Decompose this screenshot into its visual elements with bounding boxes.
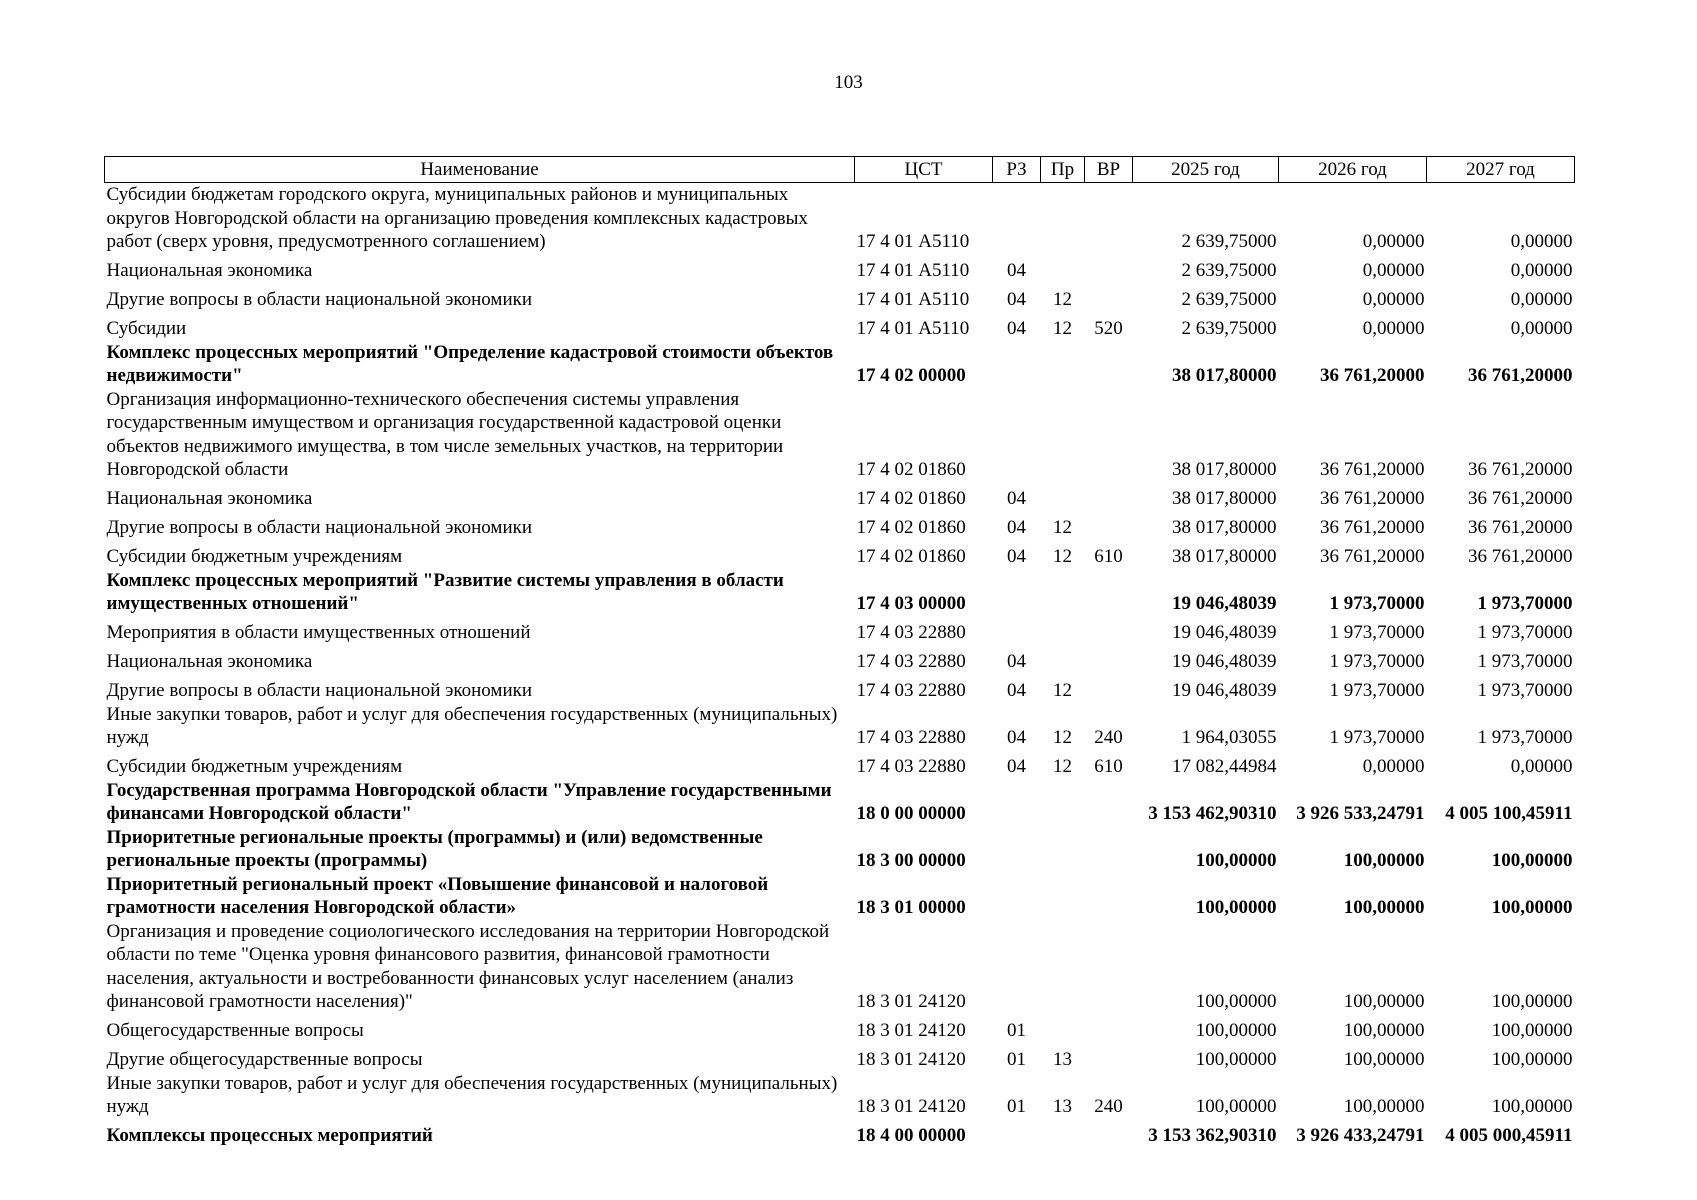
table-row — [105, 645, 1575, 674]
row-2025: 1 964,03055 — [1181, 727, 1277, 748]
row-rz: 04 — [1007, 517, 1026, 538]
header-rz: РЗ — [993, 157, 1041, 183]
row-2026: 100,00000 — [1343, 1020, 1425, 1041]
header-2027: 2027 год — [1427, 157, 1575, 183]
row-cst: 18 3 01 24120 — [856, 1096, 966, 1117]
row-cst: 18 0 00 00000 — [856, 803, 966, 824]
row-2025: 3 153 362,90310 — [1148, 1125, 1277, 1146]
row-2025: 38 017,80000 — [1172, 488, 1277, 509]
row-rz: 04 — [1007, 260, 1026, 281]
row-2026: 36 761,20000 — [1320, 517, 1425, 538]
row-name: Субсидии бюджетным учреждениям — [106, 546, 403, 567]
row-2026: 1 973,70000 — [1329, 622, 1425, 643]
row-pr: 12 — [1053, 318, 1072, 339]
row-rz — [993, 616, 1041, 645]
row-2027: 100,00000 — [1491, 897, 1573, 918]
row-rz: 04 — [1007, 680, 1026, 701]
row-2026: 3 926 533,24791 — [1296, 803, 1425, 824]
row-pr: 12 — [1053, 546, 1072, 567]
row-cst: 17 4 02 01860 — [856, 546, 966, 567]
row-2026: 0,00000 — [1362, 231, 1425, 252]
row-vr: 520 — [1094, 318, 1123, 339]
row-2025: 3 153 462,90310 — [1148, 803, 1277, 824]
row-2025: 38 017,80000 — [1172, 459, 1277, 480]
row-cst: 18 3 01 24120 — [856, 1020, 966, 1041]
row-pr: 12 — [1053, 727, 1072, 748]
row-2027: 100,00000 — [1491, 850, 1573, 871]
row-cst: 17 4 01 А5110 — [856, 318, 970, 339]
row-rz: 04 — [1007, 651, 1026, 672]
row-cst: 17 4 01 А5110 — [856, 289, 970, 310]
row-2026: 0,00000 — [1362, 318, 1425, 339]
table-row — [105, 1072, 1575, 1119]
row-pr: 13 — [1053, 1096, 1072, 1117]
row-cst: 17 4 03 00000 — [856, 593, 966, 614]
row-pr: 12 — [1053, 680, 1072, 701]
row-name: Другие вопросы в области национальной экономики — [106, 680, 533, 701]
row-cst: 18 3 01 00000 — [856, 897, 966, 918]
row-rz — [993, 779, 1041, 826]
row-2025: 100,00000 — [1195, 850, 1277, 871]
row-cst: 18 4 00 00000 — [856, 1125, 966, 1146]
row-rz: 01 — [1007, 1096, 1026, 1117]
row-cst: 17 4 03 22880 — [856, 756, 966, 777]
row-name: Комплекс процессных мероприятий "Развитие системы управления в области имущественных отношений" — [106, 569, 784, 614]
row-rz: 04 — [1007, 727, 1026, 748]
table-row — [105, 341, 1575, 388]
row-vr — [1085, 283, 1133, 312]
row-rz: 01 — [1007, 1020, 1026, 1041]
row-2025: 100,00000 — [1195, 1049, 1277, 1070]
row-2027: 36 761,20000 — [1468, 488, 1573, 509]
table-row — [105, 1043, 1575, 1072]
header-pr: Пр — [1041, 157, 1085, 183]
row-pr — [1041, 569, 1085, 616]
row-2027: 1 973,70000 — [1477, 680, 1573, 701]
row-vr: 240 — [1094, 727, 1123, 748]
table-row — [105, 703, 1575, 750]
row-pr — [1041, 616, 1085, 645]
row-2026: 1 973,70000 — [1329, 593, 1425, 614]
row-pr — [1041, 388, 1085, 482]
row-rz — [993, 388, 1041, 482]
row-cst: 17 4 01 А5110 — [856, 260, 970, 281]
table-row — [105, 254, 1575, 283]
row-2025: 38 017,80000 — [1172, 365, 1277, 386]
row-name: Национальная экономика — [106, 651, 313, 672]
row-2025: 19 046,48039 — [1172, 593, 1277, 614]
row-cst: 17 4 02 00000 — [856, 365, 966, 386]
row-vr: 240 — [1094, 1096, 1123, 1117]
row-2026: 1 973,70000 — [1329, 651, 1425, 672]
table-header-row — [105, 157, 1575, 183]
row-pr — [1041, 920, 1085, 1014]
row-vr — [1085, 873, 1133, 920]
table-row — [105, 826, 1575, 873]
row-2026: 36 761,20000 — [1320, 365, 1425, 386]
row-rz: 04 — [1007, 546, 1026, 567]
row-name: Организация информационно-технического обеспечения системы управления государственным имуществом и организация государственной кадастровой оценки объектов недвижимого имущества, в том числе земельных участков, на территории Новгородской области — [106, 388, 784, 480]
row-pr — [1041, 1119, 1085, 1148]
row-name: Государственная программа Новгородской области "Управление государственными финансами Новгородской области" — [106, 779, 832, 824]
row-vr — [1085, 1014, 1133, 1043]
row-2025: 38 017,80000 — [1172, 546, 1277, 567]
table-row — [105, 569, 1575, 616]
row-2027: 100,00000 — [1491, 1096, 1573, 1117]
row-vr — [1085, 1119, 1133, 1148]
row-2025: 19 046,48039 — [1172, 622, 1277, 643]
row-2026: 0,00000 — [1362, 289, 1425, 310]
header-vr: ВР — [1085, 157, 1133, 183]
row-pr — [1041, 873, 1085, 920]
header-2025: 2025 год — [1133, 157, 1279, 183]
row-rz — [993, 183, 1041, 254]
row-rz — [993, 569, 1041, 616]
row-2026: 100,00000 — [1343, 850, 1425, 871]
row-2026: 100,00000 — [1343, 991, 1425, 1012]
row-pr: 12 — [1053, 289, 1072, 310]
row-name: Субсидии бюджетам городского округа, муниципальных районов и муниципальных округов Новгородской области на организацию проведения комплексных кадастровых работ (сверх уровня, предусмотренного соглашением) — [106, 184, 808, 252]
row-cst: 18 3 01 24120 — [856, 991, 966, 1012]
row-2025: 100,00000 — [1195, 1020, 1277, 1041]
row-name: Субсидии бюджетным учреждениям — [106, 756, 403, 777]
row-2026: 36 761,20000 — [1320, 488, 1425, 509]
row-pr — [1041, 1014, 1085, 1043]
row-2027: 100,00000 — [1491, 991, 1573, 1012]
table-row — [105, 388, 1575, 482]
row-pr — [1041, 826, 1085, 873]
row-2027: 4 005 100,45911 — [1445, 803, 1573, 824]
table-row — [105, 674, 1575, 703]
row-pr: 12 — [1053, 756, 1072, 777]
row-vr: 610 — [1094, 756, 1123, 777]
row-name: Мероприятия в области имущественных отношений — [106, 622, 531, 643]
row-cst: 17 4 03 22880 — [856, 727, 966, 748]
header-cst: ЦСТ — [855, 157, 993, 183]
row-name: Субсидии — [106, 318, 187, 339]
row-2027: 0,00000 — [1510, 756, 1573, 777]
row-vr — [1085, 920, 1133, 1014]
table-row — [105, 1014, 1575, 1043]
row-vr — [1085, 254, 1133, 283]
row-2027: 36 761,20000 — [1468, 459, 1573, 480]
row-2027: 0,00000 — [1510, 260, 1573, 281]
row-vr: 610 — [1094, 546, 1123, 567]
row-2026: 0,00000 — [1362, 260, 1425, 281]
row-2027: 100,00000 — [1491, 1049, 1573, 1070]
table-row — [105, 540, 1575, 569]
row-2027: 1 973,70000 — [1477, 593, 1573, 614]
row-2026: 0,00000 — [1362, 756, 1425, 777]
header-name: Наименование — [105, 157, 855, 183]
row-cst: 17 4 03 22880 — [856, 680, 966, 701]
row-2025: 100,00000 — [1195, 1096, 1277, 1117]
row-rz: 04 — [1007, 289, 1026, 310]
row-pr: 13 — [1053, 1049, 1072, 1070]
table-row — [105, 312, 1575, 341]
row-vr — [1085, 183, 1133, 254]
row-cst: 17 4 03 22880 — [856, 622, 966, 643]
row-vr — [1085, 645, 1133, 674]
row-rz: 04 — [1007, 318, 1026, 339]
row-pr — [1041, 254, 1085, 283]
row-name: Другие вопросы в области национальной экономики — [106, 517, 533, 538]
row-vr — [1085, 482, 1133, 511]
row-pr — [1041, 183, 1085, 254]
row-2027: 4 005 000,45911 — [1445, 1125, 1573, 1146]
row-rz: 04 — [1007, 756, 1026, 777]
row-rz: 04 — [1007, 488, 1026, 509]
table-row — [105, 873, 1575, 920]
table-row — [105, 616, 1575, 645]
row-2026: 100,00000 — [1343, 1096, 1425, 1117]
table-body — [105, 183, 1575, 1148]
row-2026: 3 926 433,24791 — [1296, 1125, 1425, 1146]
table-row — [105, 511, 1575, 540]
row-rz — [993, 920, 1041, 1014]
row-cst: 18 3 01 24120 — [856, 1049, 966, 1070]
table-row — [105, 283, 1575, 312]
row-vr — [1085, 341, 1133, 388]
table-row — [105, 482, 1575, 511]
row-cst: 17 4 02 01860 — [856, 488, 966, 509]
row-2027: 36 761,20000 — [1468, 546, 1573, 567]
row-2026: 36 761,20000 — [1320, 459, 1425, 480]
row-2025: 100,00000 — [1195, 897, 1277, 918]
table-row — [105, 779, 1575, 826]
row-vr — [1085, 674, 1133, 703]
row-name: Комплекс процессных мероприятий "Определение кадастровой стоимости объектов недвижимости" — [106, 341, 834, 386]
row-2027: 1 973,70000 — [1477, 727, 1573, 748]
budget-table — [104, 156, 1575, 1148]
row-2026: 100,00000 — [1343, 897, 1425, 918]
table-row — [105, 183, 1575, 254]
row-cst: 18 3 00 00000 — [856, 850, 966, 871]
row-vr — [1085, 779, 1133, 826]
row-vr — [1085, 1043, 1133, 1072]
row-cst: 17 4 01 А5110 — [856, 231, 970, 252]
header-2026: 2026 год — [1279, 157, 1427, 183]
row-vr — [1085, 616, 1133, 645]
row-rz — [993, 873, 1041, 920]
row-name: Общегосударственные вопросы — [106, 1020, 364, 1041]
row-2025: 2 639,75000 — [1181, 231, 1277, 252]
row-2025: 2 639,75000 — [1181, 289, 1277, 310]
row-pr — [1041, 779, 1085, 826]
row-2027: 0,00000 — [1510, 231, 1573, 252]
row-vr — [1085, 511, 1133, 540]
row-rz: 01 — [1007, 1049, 1026, 1070]
row-name: Национальная экономика — [106, 488, 313, 509]
row-2027: 1 973,70000 — [1477, 651, 1573, 672]
row-2025: 2 639,75000 — [1181, 318, 1277, 339]
row-2026: 1 973,70000 — [1329, 727, 1425, 748]
row-2025: 19 046,48039 — [1172, 680, 1277, 701]
row-rz — [993, 1119, 1041, 1148]
row-name: Организация и проведение социологического исследования на территории Новгородской области по теме "Оценка уровня финансового развития, финансовой грамотности населения, актуальности и востребованности финансовых услуг населением (анализ финансовой грамотности населения)" — [106, 920, 830, 1012]
row-2025: 17 082,44984 — [1172, 756, 1277, 777]
table-row — [105, 920, 1575, 1014]
row-cst: 17 4 02 01860 — [856, 517, 966, 538]
row-2027: 0,00000 — [1510, 289, 1573, 310]
row-name: Другие вопросы в области национальной экономики — [106, 289, 533, 310]
row-2025: 2 639,75000 — [1181, 260, 1277, 281]
table-row — [105, 750, 1575, 779]
row-2026: 100,00000 — [1343, 1049, 1425, 1070]
page-number: 103 — [834, 72, 863, 93]
row-name: Иные закупки товаров, работ и услуг для обеспечения государственных (муниципальных) нужд — [106, 703, 838, 748]
row-name: Другие общегосударственные вопросы — [106, 1049, 423, 1070]
row-2027: 100,00000 — [1491, 1020, 1573, 1041]
row-rz — [993, 826, 1041, 873]
row-2025: 100,00000 — [1195, 991, 1277, 1012]
row-pr: 12 — [1053, 517, 1072, 538]
row-2027: 36 761,20000 — [1468, 365, 1573, 386]
row-2025: 38 017,80000 — [1172, 517, 1277, 538]
row-2026: 36 761,20000 — [1320, 546, 1425, 567]
row-2025: 19 046,48039 — [1172, 651, 1277, 672]
row-2027: 0,00000 — [1510, 318, 1573, 339]
row-name: Приоритетный региональный проект «Повышение финансовой и налоговой грамотности населения Новгородской области» — [106, 873, 769, 918]
row-pr — [1041, 645, 1085, 674]
row-vr — [1085, 388, 1133, 482]
row-name: Комплексы процессных мероприятий — [106, 1125, 433, 1146]
row-vr — [1085, 826, 1133, 873]
row-name: Приоритетные региональные проекты (программы) и (или) ведомственные региональные проекты (программы) — [106, 826, 763, 871]
row-name: Иные закупки товаров, работ и услуг для обеспечения государственных (муниципальных) нужд — [106, 1072, 838, 1117]
row-2027: 36 761,20000 — [1468, 517, 1573, 538]
table-row — [105, 1119, 1575, 1148]
row-cst: 17 4 02 01860 — [856, 459, 966, 480]
row-rz — [993, 341, 1041, 388]
row-name: Национальная экономика — [106, 260, 313, 281]
row-vr — [1085, 569, 1133, 616]
row-pr — [1041, 341, 1085, 388]
row-2026: 1 973,70000 — [1329, 680, 1425, 701]
row-pr — [1041, 482, 1085, 511]
row-2027: 1 973,70000 — [1477, 622, 1573, 643]
row-cst: 17 4 03 22880 — [856, 651, 966, 672]
